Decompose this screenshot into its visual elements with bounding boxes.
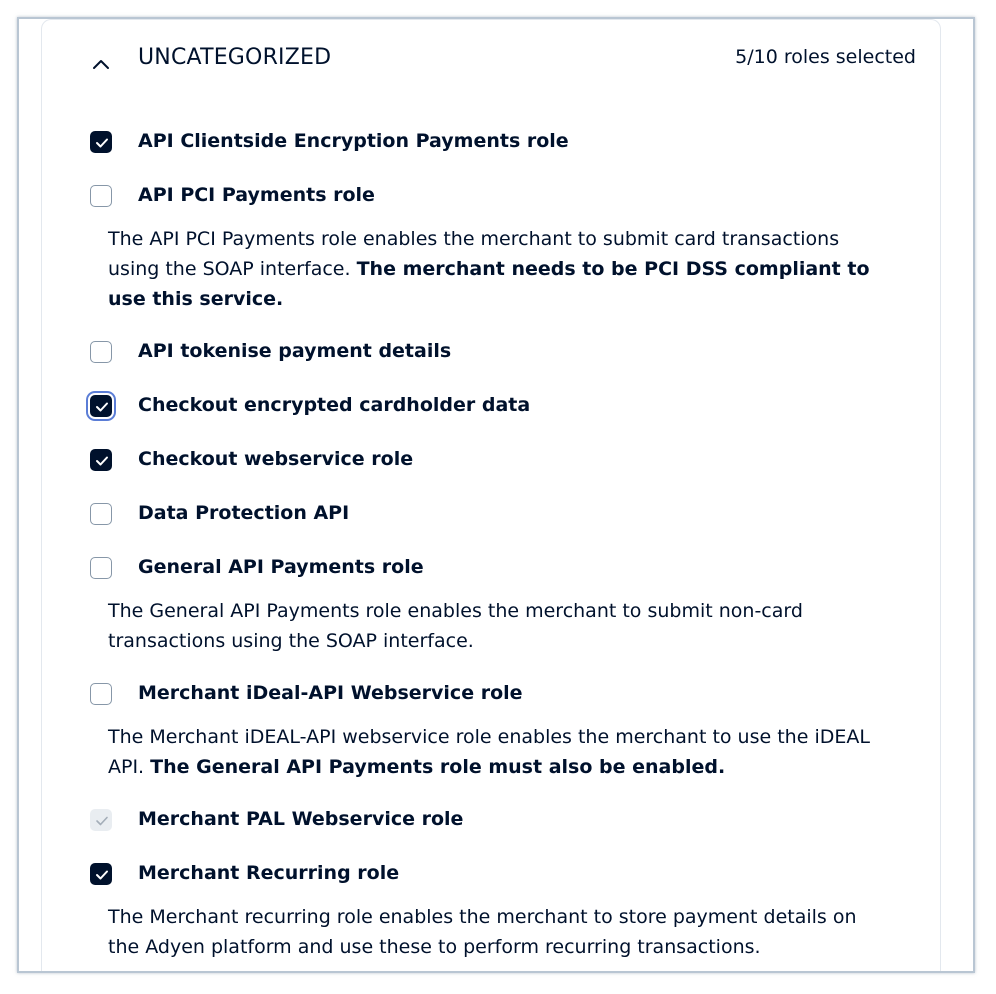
role-description-emphasis: The General API Payments role must also be enabled.: [150, 756, 726, 778]
section-title: UNCATEGORIZED: [138, 45, 332, 70]
role-label[interactable]: Checkout webservice role: [138, 448, 414, 470]
role-checkbox[interactable]: [90, 557, 112, 579]
role-label[interactable]: API Clientside Encryption Payments role: [138, 130, 569, 152]
role-label: Merchant PAL Webservice role: [138, 808, 464, 830]
role-description: The Merchant recurring role enables the merchant to store payment details on the Adyen platform and use these to perform recurring transactions.: [108, 906, 857, 958]
role-description-text: The Merchant iDEAL-API webservice role enables the merchant to use the iDEAL API.: [108, 726, 870, 778]
role-checkbox[interactable]: [90, 683, 112, 705]
role-description: [108, 722, 888, 782]
checkmark-icon: [95, 815, 109, 827]
role-label[interactable]: API PCI Payments role: [138, 184, 375, 206]
uncategorized-section: [41, 19, 941, 973]
role-checkbox[interactable]: [90, 185, 112, 207]
role-checkbox[interactable]: [90, 503, 112, 525]
role-label[interactable]: General API Payments role: [138, 556, 424, 578]
role-description: [108, 224, 888, 314]
role-description-text: The API PCI Payments role enables the merchant to submit card transactions using the SOAP interface.: [108, 228, 840, 280]
chevron-up-icon[interactable]: [90, 54, 112, 76]
role-checkbox[interactable]: [90, 395, 112, 417]
selected-count: 5/10 roles selected: [735, 46, 916, 68]
role-label[interactable]: Merchant Recurring role: [138, 862, 400, 884]
section-header[interactable]: [42, 20, 940, 100]
role-checkbox[interactable]: [90, 131, 112, 153]
checkmark-icon: [95, 137, 109, 149]
checkmark-icon: [95, 869, 109, 881]
roles-panel: [17, 17, 975, 973]
role-label[interactable]: Data Protection API: [138, 502, 350, 524]
checkmark-icon: [95, 455, 109, 467]
role-description-emphasis: The merchant needs to be PCI DSS compliant to use this service.: [108, 258, 870, 310]
role-checkbox[interactable]: [90, 449, 112, 471]
role-description: The General API Payments role enables the merchant to submit non-card transactions using the SOAP interface.: [108, 600, 803, 652]
role-checkbox[interactable]: [90, 863, 112, 885]
role-checkbox[interactable]: [90, 341, 112, 363]
role-label[interactable]: Checkout encrypted cardholder data: [138, 394, 531, 416]
checkmark-icon: [95, 401, 109, 413]
role-checkbox: [90, 809, 112, 831]
role-label[interactable]: API tokenise payment details: [138, 340, 452, 362]
role-label[interactable]: Merchant iDeal-API Webservice role: [138, 682, 523, 704]
